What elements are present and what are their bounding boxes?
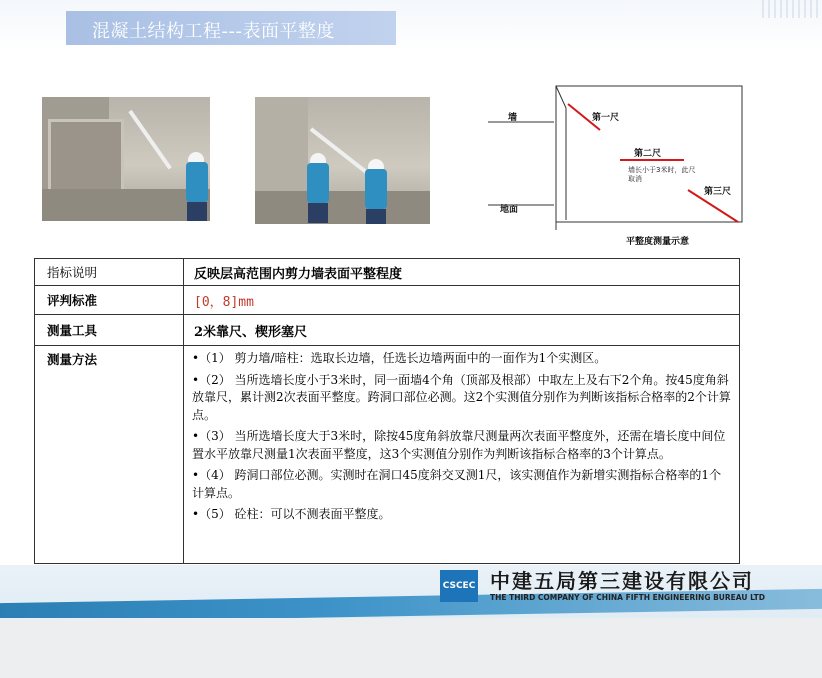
label-ground: 地面 [500,205,519,215]
method-item: •（1） 剪力墙/暗柱：选取长边墙，任选长边墙两面中的一面作为1个实测区。 [192,351,607,365]
photo-measuring-wall-2 [255,97,430,224]
company-name-cn: 中建五局第三建设有限公司 [490,569,754,593]
photo-ruler [128,110,171,170]
label-ruler-note: 墙长小于3米时，此尺取消 [628,166,696,183]
label-wall: 墙 [508,113,518,123]
worker-legs [366,209,386,224]
photo-measuring-wall-1 [42,97,210,221]
table-row [35,286,740,315]
row-label: 评判标准 [35,286,184,315]
title-bar [66,11,396,45]
company-name-en: THE THIRD COMPANY OF CHINA FIFTH ENGINEERING BUREAU LTD [490,593,765,602]
worker-body [186,162,208,202]
table-row [35,346,740,564]
row-label: 测量方法 [35,346,184,564]
table-row [35,259,740,286]
worker-legs [308,203,328,223]
row-value: 反映层高范围内剪力墙表面平整程度 [184,259,740,286]
page-title: 混凝土结构工程---表面平整度 [92,21,335,42]
label-ruler-1: 第一尺 [592,113,620,123]
worker-body [365,169,387,209]
method-item: •（4） 跨洞口部位必测。实测时在洞口45度斜交叉测1尺，该实测值作为新增实测指标合格率的1个计算点。 [192,468,722,500]
label-ruler-2: 第二尺 [634,149,662,159]
worker-body [307,163,329,203]
bottom-gray-band [0,618,822,678]
row-label: 测量工具 [35,315,184,346]
method-item: •（2） 当所选墙长度小于3米时，同一面墙4个角（顶部及根部）中取左上及右下2个角。按45度角斜放靠尺，累计测2次表面平整度。跨洞口部位必测。这2个实测值分别作为判断该指标合格率的2个计算点。 [192,372,731,422]
company-logo: CSCEC [440,570,478,602]
method-item: •（3） 当所选墙长度大于3米时，除按45度角斜放靠尺测量两次表面平整度外，还需在墙长度中间位置水平放靠尺测量1次表面平整度，这3个实测值分别作为判断该指标合格率的3个计算点。 [192,429,726,461]
row-value: [0，8]mm [184,286,740,315]
methods-cell [184,346,740,564]
flatness-measurement-diagram [488,80,758,256]
row-label: 指标说明 [35,259,184,286]
worker-legs [187,202,207,221]
photo-floor [255,191,430,224]
diagram-svg [488,80,758,256]
table-row [35,315,740,346]
spec-table [34,258,740,564]
label-ruler-3: 第三尺 [704,187,732,197]
row-value: 2米靠尺、楔形塞尺 [184,315,740,346]
top-stripes-decoration [762,0,822,18]
photo-floor [42,189,210,221]
diagram-caption: 平整度测量示意 [626,237,690,247]
method-item: •（5） 砼柱：可以不测表面平整度。 [192,507,391,521]
